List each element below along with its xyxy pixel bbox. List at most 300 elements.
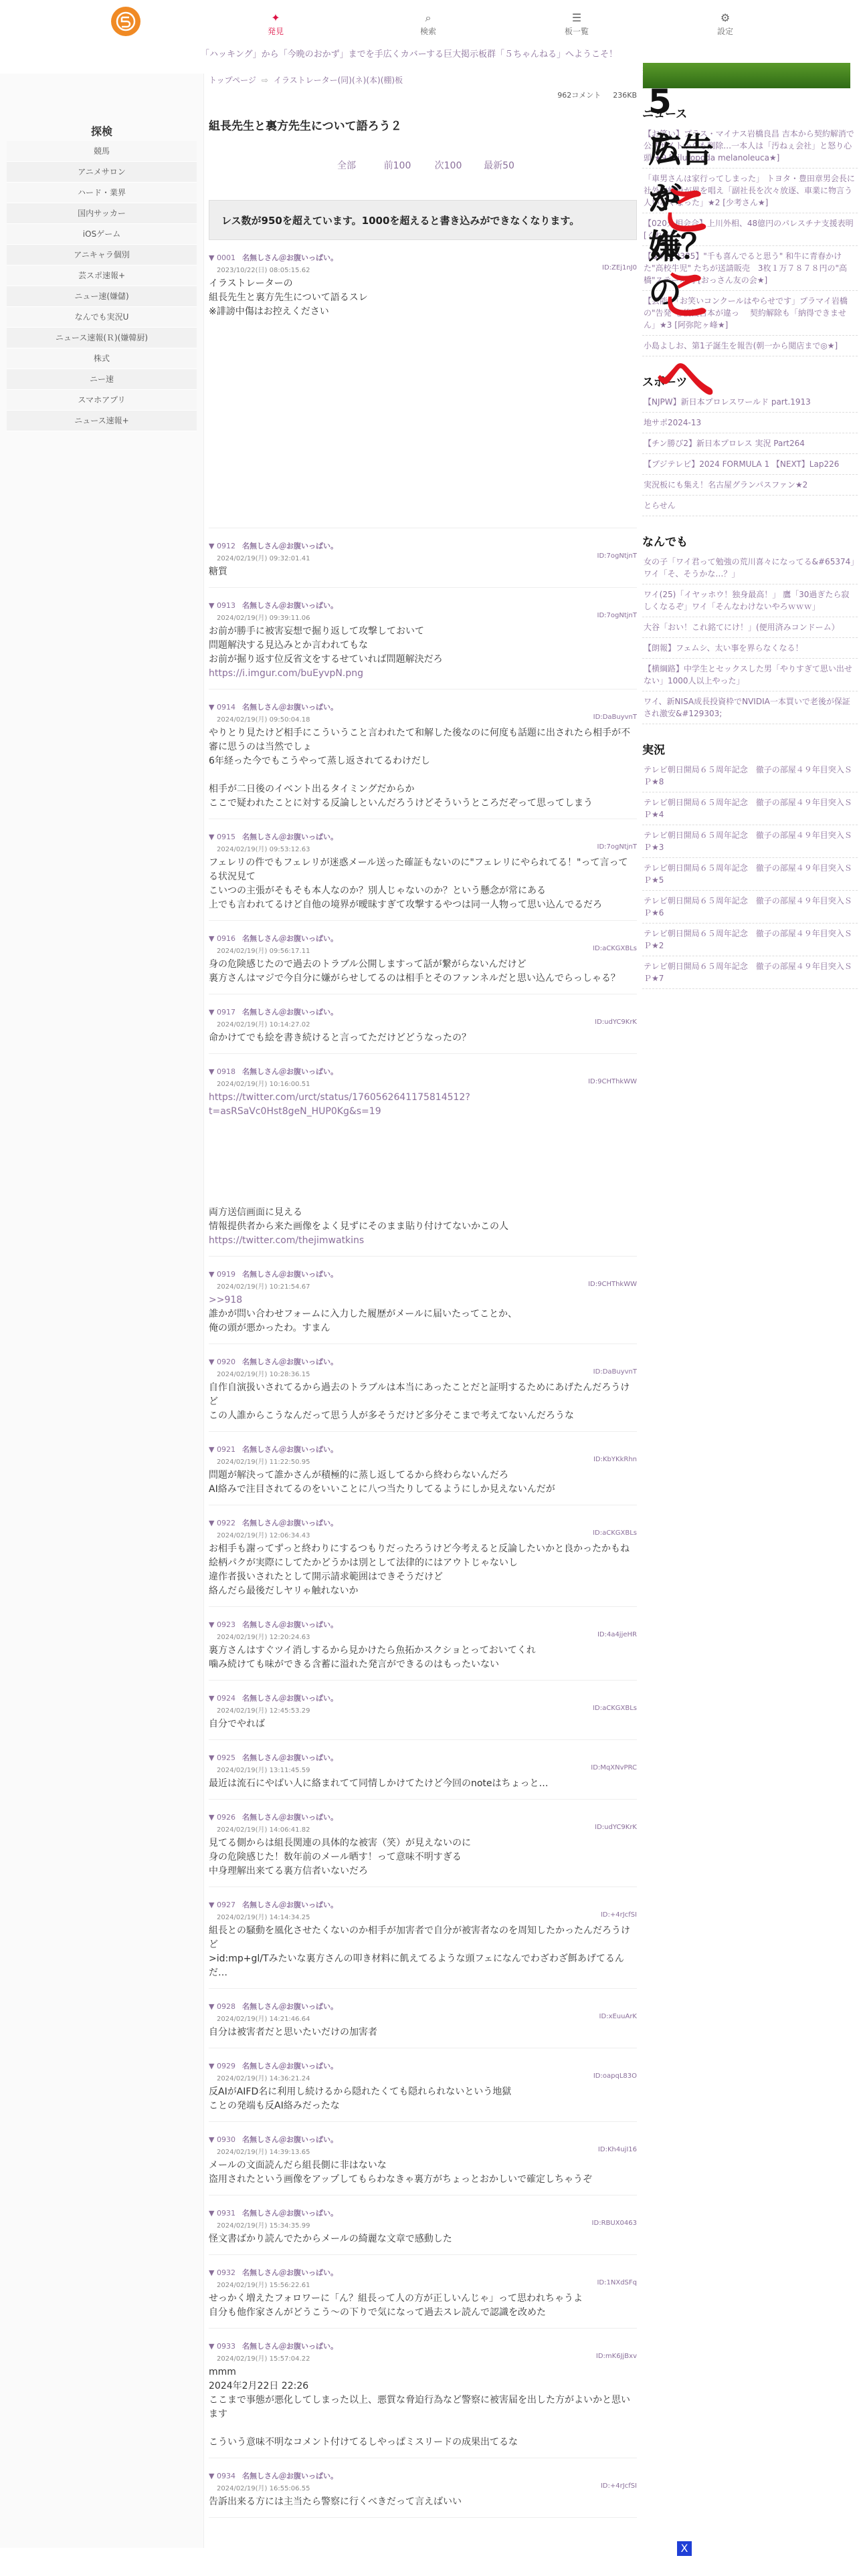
nav-search[interactable] [401,11,455,37]
post-number[interactable]: ▼ 0916 [209,934,235,943]
post-header [209,1066,637,1077]
post-header [209,1899,637,1910]
post-body [209,1717,637,1740]
post-number[interactable]: ▼ 0920 [209,1358,235,1366]
sidebar-item[interactable]: ハード・業界 [7,183,197,203]
post [209,2208,637,2255]
nav-board-list[interactable] [550,11,603,37]
post-date: 2024/02/19(月) 09:32:01.41 [217,555,310,562]
news-item[interactable]: 【芸能】「お笑いコンクールはやらせです」プラマイ岩橋の"告発"を後援吉本が違っ 契約解除も「納得できません」★3 [阿弥陀ヶ峰★] [642,291,858,336]
post-body [209,1924,637,1989]
post-header [209,252,637,263]
post-text: 反AIがAIFD名に利用し続けるから隠れたくても隠れられないという地獄 ことの発端も反AI絡みだったな [209,2086,512,2111]
close-ad-button[interactable]: X [677,2541,692,2556]
post-id[interactable]: ID:ZEj1nJ0 [602,264,637,272]
post-author: 名無しさん＠お腹いっぱい。 [242,2002,338,2011]
post-date-row [217,1705,637,1715]
post-author: 名無しさん＠お腹いっぱい。 [242,1519,338,1527]
post [209,702,637,819]
sidebar-item[interactable]: iOSゲーム [7,224,197,245]
post-author: 名無しさん＠お腹いっぱい。 [242,1901,338,1909]
post-text: 告訴出来る方には主当たら警察に行くべきだって言えばいい [209,2496,462,2507]
news-item[interactable]: 【朗報】フェムシ、太い事を界らなくなる！ [642,638,858,659]
post-text: せっかく増えたフォロワーに「ん？組長って人の方が正しいんじゃ」って思われちゃうよ 自分も他作家さんがどうこう〜の下りで気になって過去スレ読んで認識を改めた [209,2293,583,2318]
post-text: 命かけてでも絵を書き続けると言ってただけどどうなったの？ [209,1033,471,1043]
post-author: 名無しさん＠お腹いっぱい。 [242,2342,338,2351]
post-body [209,1091,637,1257]
post-header [209,1752,637,1763]
post-text: お相手も謝ってずっと終わりにするつもりだったろうけど今考えると反論したいかと良かったかもね 絵柄パクが実際にしてたかどうかは別として法律的にはアウトじゃないし 違作者扱いされたとして開示請求範囲はできそうだけど 絡んだら最後だしヤリゃ触れないか [209,1543,630,1596]
post-date-row [217,2146,637,2156]
post-number[interactable]: ▼ 0932 [209,2268,235,2277]
post-id[interactable]: ID:4a4jjeHR [597,1631,637,1638]
news-item[interactable]: ワイ(25)「イヤッホウ！独身最高！」 鷹「30過ぎたら寂しくなるぞ」ワイ「そんなわけないやろｗｗｗ」 [642,584,858,617]
post-date: 2024/02/19(月) 10:16:00.51 [217,1081,310,1088]
post-date-row [217,612,637,622]
sidebar-item[interactable]: 国内サッカー [7,203,197,224]
post-header [209,2134,637,2145]
pager-latest[interactable]: 最新50 [484,160,514,171]
settings-icon: ⚙ [720,11,731,24]
post-header [209,1269,637,1279]
post-author: 名無しさん＠お腹いっぱい。 [242,2472,338,2480]
post-body [209,1293,637,1344]
post [209,2001,637,2048]
post-header [209,702,637,712]
post-author: 名無しさん＠お腹いっぱい。 [242,934,338,943]
post-date-row [217,1631,637,1641]
nav-settings-label: 設定 [717,27,733,36]
post-number[interactable]: ▼ 0926 [209,1813,235,1822]
post-id[interactable]: ID:DaBuyvnT [593,1368,637,1376]
post-text: 組長との騒動を風化させたくないのか相手が加害者で自分が被害者なのを周知したかったんだろうけど >id:mp+gl/Tみたいな裏方さんの叩き材料に飢えてるような頭フェになんでわざわざ餌あげてるんだ… [209,1925,630,1978]
post [209,1444,637,1505]
post-number[interactable]: ▼ 0925 [209,1753,235,1762]
thread-pager [209,158,637,172]
post-date-row [217,714,637,724]
post-id[interactable]: ID:mK6JjBxv [595,2353,637,2360]
sidebar-item[interactable]: 芸スポ速報+ [7,265,197,286]
post-id[interactable]: ID:+4rJcfSI [600,2482,637,2490]
thread-main [209,72,637,2518]
post-author: 名無しさん＠お腹いっぱい。 [242,1445,338,1454]
post-header [209,2267,637,2278]
post-id[interactable]: ID:+4rJcfSI [600,1911,637,1919]
post-link[interactable]: https://twitter.com/urct/status/1760562641175814512?t=asRSaVc0Hst8geN_HUP0Kg&s=19 [209,1092,470,1117]
post-header [209,1619,637,1630]
post-body [209,2085,637,2122]
news-item[interactable]: 小島よしお、第1子誕生を報告(朝一から閲店まで◎★] [642,336,858,356]
post-date: 2024/02/19(月) 12:06:34.43 [217,1532,310,1539]
sidebar-item[interactable]: なんでも実況U [7,307,197,328]
post-number[interactable]: ▼ 0923 [209,1620,235,1629]
sidebar-item[interactable]: 競馬 [7,141,197,162]
news-item[interactable]: テレビ朝日開局６５周年記念 徹子の部屋４９年目突入ＳＰ★8 [642,760,858,792]
post-author: 名無しさん＠お腹いっぱい。 [242,1813,338,1822]
post-author: 名無しさん＠お腹いっぱい。 [242,2209,338,2218]
post-header [209,2208,637,2218]
post-date: 2024/02/19(月) 15:56:22.61 [217,2282,310,2289]
post [209,2267,637,2329]
post-date: 2024/02/19(月) 11:22:50.95 [217,1459,310,1466]
post-number[interactable]: ▼ 0912 [209,542,235,550]
post-text: イラストレーターの 組長先生と裏方先生について語るスレ ※誹謗中傷はお控えください [209,278,368,317]
post-date-row [217,1824,637,1834]
post-date-row [217,552,637,562]
post-date-row [217,1368,637,1378]
post-author: 名無しさん＠お腹いっぱい。 [242,2268,338,2277]
post-link[interactable]: https://i.imgur.com/buEyvpN.png [209,668,363,679]
post-date-row [217,2013,637,2023]
sidebar-title: 探検 [90,125,112,138]
post-header [209,831,637,842]
post-id[interactable]: ID:9CHThkWW [588,1078,637,1085]
news-item[interactable]: 【プジテレビ】2024 FORMULA 1 【NEXT】Lap226 [642,454,858,475]
search-icon: ⌕ [425,11,432,24]
news-item[interactable]: 地サポ2024-13 [642,413,858,433]
sidebar-item[interactable]: ニー速 [7,369,197,390]
post-date-row [217,2220,637,2230]
post-id[interactable]: ID:MqXNvPRC [591,1764,637,1772]
post-id[interactable]: ID:Kh4ujI16 [597,2146,637,2153]
post-author: 名無しさん＠お腹いっぱい。 [242,1067,338,1076]
post-header [209,540,637,551]
nav-discover[interactable] [249,11,302,37]
post [209,933,637,994]
post-header [209,2470,637,2481]
post-text: 両方送信画面に見える 情報提供者から来た画像をよく見ずにそのまま貼り付けてないかこの人 [209,1207,508,1232]
post-body [209,565,637,588]
post [209,1899,637,1989]
news-item[interactable]: テレビ朝日開局６５周年記念 徹子の部屋４９年目突入ＳＰ★2 [642,924,858,956]
post-number[interactable]: ▼ 0933 [209,2342,235,2351]
news-item[interactable]: 【&#129385】"千も喜んでると思う" 和牛に青春かけた"高校牛児" たちが送請販売 3枚１万７８７８円の"高橋"ステーキ肉 [おっさん友の会★] [642,246,858,291]
post-date-row [217,1764,637,1774]
comment-count: 962コメント [557,91,601,100]
post-number[interactable]: ▼ 0919 [209,1270,235,1279]
post-date: 2024/02/19(月) 09:50:04.18 [217,716,310,724]
post-date: 2024/02/19(月) 14:21:46.64 [217,2016,310,2023]
post-date: 2024/02/19(月) 12:45:53.29 [217,1707,310,1715]
post-body [209,1542,637,1607]
post-date: 2024/02/19(月) 14:14:34.25 [217,1914,310,1921]
post-number[interactable]: ▼ 0924 [209,1694,235,1703]
section-title: ニュース [642,108,688,121]
post-author: 名無しさん＠お腹いっぱい。 [242,1270,338,1279]
sidebar-item[interactable]: ニュース速報+ [7,411,197,431]
post [209,2060,637,2122]
post-number[interactable]: ▼ 0928 [209,2002,235,2011]
news-item[interactable]: ワイ、新NISA成長投資枠でNVIDIA一本買いで老後が保証され激安&#129303; [642,691,858,724]
post [209,1269,637,1344]
nav-search-label: 検索 [419,27,436,36]
post-date: 2024/02/19(月) 15:34:35.99 [217,2222,310,2230]
post [209,1066,637,1257]
post-header [209,2060,637,2071]
news-item[interactable]: テレビ朝日開局６５周年記念 徹子の部屋４９年目突入ＳＰ★7 [642,956,858,989]
post-id[interactable]: ID:aCKGXBLs [593,1705,637,1712]
post-id[interactable]: ID:DaBuyvnT [593,714,637,721]
post-header [209,1693,637,1703]
news-item[interactable]: 大谷「おい！これ銘てにけ！」(便用済みコンドーム） [642,617,858,638]
post-body [209,1469,637,1505]
post-date: 2024/02/19(月) 09:53:12.63 [217,846,310,853]
post-date-row [217,843,637,853]
post-number[interactable]: ▼ 0915 [209,833,235,841]
post [209,1356,637,1432]
post-header [209,1356,637,1367]
post-header [209,1812,637,1822]
logo-icon [115,11,136,32]
news-item[interactable]: 【横綱路】中学生とセックスした男「やりすぎて思い出せない」1000人以上やった」 [642,659,858,691]
site-notice: 「ハッキング」から「今晩のおかず」までを手広くカバーする巨大掲示板群「５ちゃんねる」へようこそ！ [201,49,617,60]
post-number[interactable]: ▼ 0913 [209,601,235,610]
right-sidebar [642,64,858,989]
post-text: 誰かが問い合わせフォームに入力した履歴がメールに届いたってことか、 俺の頭が悪かったわ。すまん [209,1309,518,1333]
post [209,1693,637,1740]
post-author: 名無しさん＠お腹いっぱい。 [242,833,338,841]
post-date: 2024/02/19(月) 14:36:21.24 [217,2075,310,2082]
post-text: フェレリの件でもフェレリが迷惑メール送った確証もないのに"フェレリにやられてる！"って言ってる状況見て こいつの主張がそもそも本人なのか？別人じゃないのか？という懸念が常にある 上でも言われてるけど自他の境界が曖昧すぎて攻撃するやつは同一人物って思い込んでるだろ [209,857,628,910]
sidebar-item[interactable]: 株式 [7,348,197,369]
post-date-row [217,264,637,274]
post-date-row [217,1911,637,1921]
site-logo[interactable] [111,7,140,36]
pager-prev[interactable]: 前100 [383,160,411,171]
section-title: スポーツ [642,376,688,389]
post-text: お前が勝手に被害妄想で掘り返して攻撃しておいて 問題解決する見込みとか言われてもな お前が掘り返す位反省文をするせていれば問題解決だろ [209,626,443,665]
post-body [209,1381,637,1432]
post-author: 名無しさん＠お腹いっぱい。 [242,1358,338,1366]
post-date: 2024/02/19(月) 15:57:04.22 [217,2355,310,2363]
news-item[interactable]: テレビ朝日開局６５周年記念 徹子の部屋４９年目突入ＳＰ★6 [642,891,858,924]
post-date: 2024/02/19(月) 09:56:17.11 [217,948,310,955]
post-id[interactable]: ID:KbYKkRhn [593,1456,637,1463]
post-number[interactable]: ▼ 0921 [209,1445,235,1454]
post-body [209,2159,637,2195]
post-date-row [217,1018,637,1029]
post-date-row [217,2279,637,2289]
post [209,831,637,921]
post-body [209,2365,637,2458]
nav-discover-label: 発見 [267,27,284,36]
news-item[interactable]: テレビ朝日開局６５周年記念 徹子の部屋４９年目突入ＳＰ★4 [642,792,858,825]
sidebar-item[interactable]: スマホアプリ [7,390,197,411]
post-text: 最近は流石にやばい人に絡まれてて同情しかけてたけど今回のnoteはちょっと… [209,1778,549,1789]
post-date-row [217,2353,637,2363]
post-body [209,1777,637,1800]
post [209,1006,637,1054]
breadcrumb-board[interactable]: イラストレーター(同)(ネ)(本)(棚)板 [273,76,403,85]
nav-settings[interactable] [698,11,752,37]
thread-meta [545,90,637,100]
post-date: 2024/02/19(月) 10:21:54.67 [217,1283,310,1291]
post-date: 2024/02/19(月) 16:55:06.55 [217,2485,310,2492]
thread-title: 組長先生と裏方先生について語ろう２ [209,120,402,133]
post [209,2470,637,2518]
post-date-row [217,945,637,955]
post-number[interactable]: ▼ 0001 [209,253,235,262]
post [209,600,637,689]
ad-grass-image [643,75,644,88]
post-author: 名無しさん＠お腹いっぱい。 [242,1694,338,1703]
news-item[interactable]: テレビ朝日開局６５周年記念 徹子の部屋４９年目突入ＳＰ★3 [642,825,858,858]
post-text: mmm 2024年2月22日 22:26 ここまで事態が悪化してしまった以上、悪質な脅迫行為など警察に被害届を出した方がよいかと思います こういう意味不明なコメント付けてるしやっぱミスリードの成果出てるな [209,2367,630,2448]
post-header [209,933,637,944]
post [209,540,637,588]
post-id[interactable]: ID:aCKGXBLs [593,945,637,952]
post-body [209,1836,637,1887]
post-author: 名無しさん＠お腹いっぱい。 [242,1753,338,1762]
post-body [209,277,637,528]
post-id[interactable]: ID:7ogNtjnT [597,843,637,851]
post-body [209,2292,637,2329]
post-author: 名無しさん＠お腹いっぱい。 [242,703,338,712]
pager-next[interactable]: 次100 [434,160,462,171]
breadcrumb-separator-icon: ⇨ [261,76,268,85]
news-item[interactable]: 実況板にも集え！名古屋グランパスファン★2 [642,475,858,496]
sidebar-item[interactable]: ニュー速(嫌儲) [7,286,197,307]
post-body [209,1031,637,1054]
top-bar [0,0,859,60]
post-header [209,2001,637,2012]
post-header [209,1006,637,1017]
news-item[interactable]: テレビ朝日開局６５周年記念 徹子の部屋４９年目突入ＳＰ★5 [642,858,858,891]
post-text: 自作自演扱いされてるから過去のトラブルは本当にあったことだと証明するためにあげたんだろうけど この人誰からこうなんだって思う人が多そうだけど多分そこまで考えてないんだろうな [209,1382,630,1421]
post-date-row [217,1281,637,1291]
post-body [209,1644,637,1681]
post-date-row [217,1456,637,1466]
nav-board-list-label: 板一覧 [564,27,589,36]
post-number[interactable]: ▼ 0918 [209,1067,235,1076]
post [209,1517,637,1607]
post-text: 怪文書ばかり読んでたからメールの綺麗な文章で感動した [209,2234,452,2244]
post-id[interactable]: ID:1NXdSFq [597,2279,637,2286]
post-text: やりとり見たけど相手にこういうこと言われたて和解した後なのに何度も話題に出されたら相手が不審に思うのは当然でしょ 6年経った今でもこうやって蒸し返されてるわけだし 相手が二日後のイベント出るタイミングだからか ここで疑われたことに対する反論しといんだろうけどそういうところだぞって思ってしまう [209,728,630,809]
post-date: 2024/02/19(月) 10:28:36.15 [217,1371,310,1378]
post-body [209,856,637,921]
post-date: 2024/02/19(月) 09:39:11.06 [217,615,310,622]
post-id[interactable]: ID:RBUX0463 [591,2220,637,2227]
post [209,252,637,528]
post-id[interactable]: ID:oapqL83O [593,2072,637,2080]
post-author: 名無しさん＠お腹いっぱい。 [242,542,338,550]
thread-size: 236KB [613,91,637,100]
post-date: 2023/10/22(日) 08:05:15.62 [217,267,310,274]
post-id[interactable]: ID:xEuuArK [599,2013,637,2020]
news-item[interactable]: 「車男さんは家行ってしまった」 トヨタ・豊田章男会長に社外取締役が異を唱え「副社長を次々放逐、車業に物言う人いなくなった」★2 [少考さん★] [642,169,858,213]
section-title: 実況 [642,744,665,757]
news-item[interactable]: 【お笑い】プラス・マイナス岩橋良昌 吉本から契約解消で公式サイトからも削除…一本人は「汚ねぇ会社」と怒り心頭 ★9 [Ailuropoda melanoleuca★] [642,124,858,169]
post-author: 名無しさん＠お腹いっぱい。 [242,1620,338,1629]
post-body [209,2232,637,2255]
left-sidebar [0,74,204,2548]
discover-icon: ✦ [271,11,280,24]
post-id[interactable]: ID:7ogNtjnT [597,552,637,560]
post-id[interactable]: ID:aCKGXBLs [593,1529,637,1537]
post-number[interactable]: ▼ 0934 [209,2472,235,2480]
post-text: メールの文面読んだら組長側に非はないな 盗用されたという画像をアップしてもらわなきゃ裏方がちょっとおかしいで確定しちゃうぞ [209,2160,593,2185]
post-id[interactable]: ID:udYC9KrK [595,1824,637,1831]
post-number[interactable]: ▼ 0930 [209,2135,235,2144]
post-number[interactable]: ▼ 0914 [209,703,235,712]
post-body [209,958,637,994]
pager-all[interactable]: 全部 [337,160,356,171]
post-header [209,2341,637,2351]
post-text: 自分は被害者だと思いたいだけの加害者 [209,2027,377,2038]
post-date: 2024/02/19(月) 12:20:24.63 [217,1634,310,1641]
post-text: 自分でやれば [209,1719,265,1729]
post-body [209,726,637,819]
sidebar-item[interactable]: ニュース速報(Ｒ)(嫌韓厨) [7,328,197,348]
post-body [209,2495,637,2518]
breadcrumb-top[interactable]: トップページ [209,76,256,85]
post-author: 名無しさん＠お腹いっぱい。 [242,253,338,262]
post-embed-placeholder [209,319,637,520]
post-date-row [217,2482,637,2492]
sidebar-item[interactable]: アニメサロン [7,162,197,183]
post [209,1752,637,1800]
post-text: 見てる側からは組長関連の具体的な被害（笑）が見えないのに 身の危険感じた！数年前のメール晒す！って意味不明すぎる 中身理解出来てる裏方信者いないだろ [209,1838,471,1876]
post-author: 名無しさん＠お腹いっぱい。 [242,2062,338,2070]
post-date-row [217,1078,637,1088]
post-date-row [217,1529,637,1539]
news-item[interactable]: 【NJPW】新日本プロレスワールド part.1913 [642,392,858,413]
post-author: 名無しさん＠お腹いっぱい。 [242,1008,338,1016]
post-number[interactable]: ▼ 0931 [209,2209,235,2218]
post-text: 問題が解決って誰かさんが積極的に蒸し返してるから終わらないんだろ AI絡みで注目されてるのをいいことに八つ当たりしてるようにしか見えないんだが [209,1470,555,1495]
post-number[interactable]: ▼ 0927 [209,1901,235,1909]
post-header [209,1517,637,1528]
news-item[interactable]: 【020外相会合】上川外相、48億円のパレスチナ支援表明 [くれ★] [642,213,858,246]
post-id[interactable]: ID:7ogNtjnT [597,612,637,619]
post-body [209,2026,637,2048]
news-item[interactable]: 女の子「ワイ君って勉強の荒川喜々になってる&#65374」ワイ「そ、そうかな…？」 [642,552,858,584]
section-title: なんでも [642,536,688,549]
post-text: 身の危険感じたので過去のトラブル公開しますって話が繋がらないんだけど 裏方さんはマジで今自分に嫌がらせしてるのは相手とそのファンネルだと思い込んでらっしゃる？ [209,959,620,984]
news-item[interactable]: 【チン勝び2】新日本プロレス 実況 Part264 [642,433,858,454]
ad-banner[interactable] [642,75,644,89]
news-item[interactable]: とらせん [642,496,858,516]
post-list [209,252,637,2518]
thread-warning: レス数が950を超えています。1000を超えると書き込みができなくなります。 [209,200,637,240]
post-id[interactable]: ID:udYC9KrK [595,1018,637,1026]
post-date: 2024/02/19(月) 14:06:41.82 [217,1826,310,1834]
post-date: 2024/02/19(月) 10:14:27.02 [217,1021,310,1029]
post [209,2341,637,2458]
sidebar-list [0,141,203,431]
post-body [209,625,637,689]
post [209,1812,637,1887]
post-header [209,1444,637,1455]
post-reply-link[interactable]: >>918 [209,1295,243,1305]
breadcrumb [209,72,637,88]
post-author: 名無しさん＠お腹いっぱい。 [242,2135,338,2144]
post [209,2134,637,2195]
post-link[interactable]: https://twitter.com/thejimwatkins [209,1235,365,1246]
list-icon: ☰ [571,11,582,24]
post-date: 2024/02/19(月) 14:39:13.65 [217,2149,310,2156]
post-date: 2024/02/19(月) 13:11:45.59 [217,1767,310,1774]
post-number[interactable]: ▼ 0922 [209,1519,235,1527]
post-number[interactable]: ▼ 0929 [209,2062,235,2070]
post-number[interactable]: ▼ 0917 [209,1008,235,1016]
sidebar-item[interactable]: アニキャラ個別 [7,245,197,265]
post-header [209,600,637,611]
post-text: 裏方さんはすぐツイ消しするから見かけたら魚拓かスクショとっておいてくれ 噛み続けても味ができる含蓄に溢れた発言ができるのはもったいない [209,1645,536,1670]
post-id[interactable]: ID:9CHThkWW [588,1281,637,1288]
post-author: 名無しさん＠お腹いっぱい。 [242,601,338,610]
